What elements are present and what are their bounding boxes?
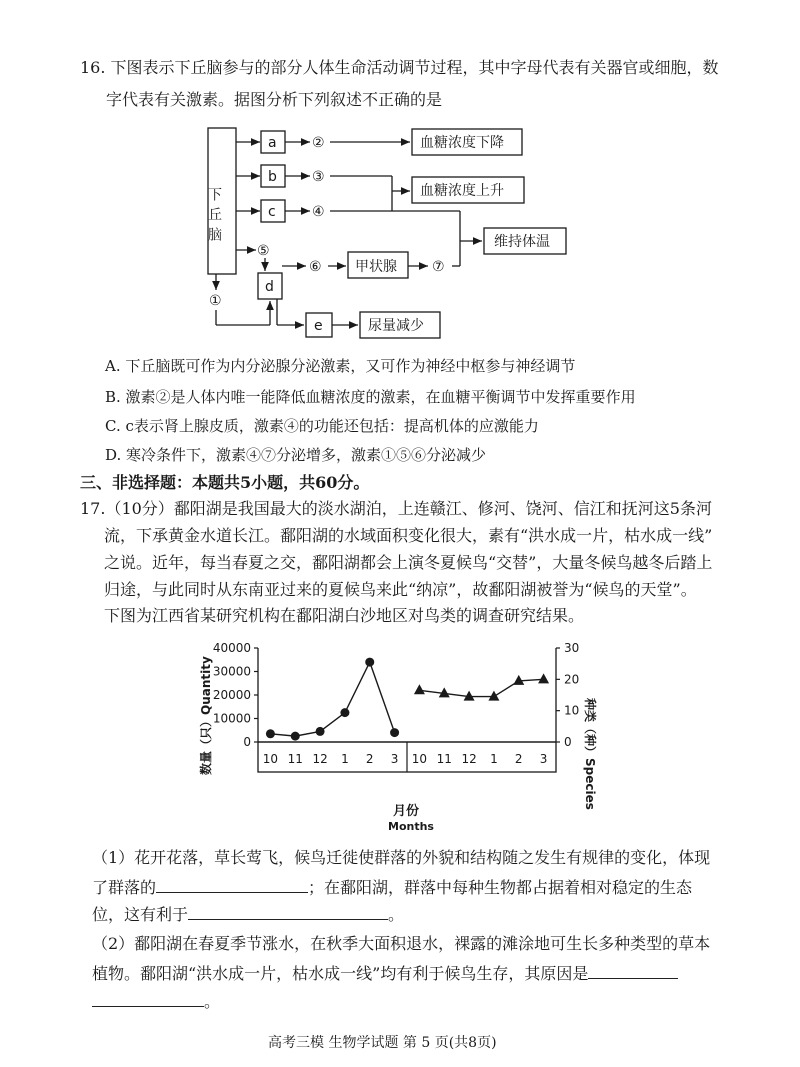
quantity-line — [270, 662, 394, 736]
quantity-point — [316, 727, 325, 736]
q17-sub1-line3 — [92, 903, 404, 927]
q16-stem-line1: 16. 下图表示下丘脑参与的部分人体生命活动调节过程，其中字母代表有关器官或细胞，数 — [80, 58, 719, 77]
q17-sub2-text-b: 植物。鄱阳湖“洪水成一片，枯水成一线”均有利于候鸟生存，其原因是 — [92, 964, 589, 983]
month-tick-label: 10 — [411, 752, 428, 766]
month-tick-label: 11 — [436, 752, 452, 766]
month-tick-label: 2 — [365, 752, 374, 766]
species-point — [488, 691, 499, 701]
month-tick-label: 12 — [461, 752, 477, 766]
chart-xlabel: 月份 — [393, 804, 420, 819]
species-point — [513, 675, 524, 685]
q17-sub2-line2 — [92, 962, 678, 986]
q16-option-c: C. c表示肾上腺皮质，激素④的功能还包括：提高机体的应激能力 — [105, 417, 539, 435]
hormone-2: ② — [312, 135, 325, 151]
urine-label: 尿量减少 — [368, 318, 424, 334]
temp-label: 维持体温 — [494, 234, 550, 250]
right-tick-label: 30 — [564, 641, 580, 655]
quantity-point — [266, 729, 275, 738]
species-line — [419, 679, 543, 696]
quantity-point — [340, 708, 349, 717]
answer-blank-4[interactable] — [92, 992, 204, 1007]
left-tick-label: 0 — [243, 735, 251, 749]
hormone-7: ⑦ — [432, 259, 445, 275]
hypothalamus-char1: 下丘脑 — [206, 187, 222, 247]
chart-ylabel-right: 种类（种）Species — [583, 698, 597, 810]
left-tick-label: 20000 — [212, 688, 251, 702]
q16-option-a: A. 下丘脑既可作为内分泌腺分泌激素，又可作为神经中枢参与神经调节 — [105, 357, 576, 375]
hormone-4: ④ — [312, 204, 325, 220]
answer-blank-2[interactable] — [188, 905, 388, 920]
hormone-3: ③ — [312, 169, 325, 185]
left-tick-label: 30000 — [212, 664, 251, 679]
box-e-label: e — [314, 318, 323, 334]
quantity-point — [365, 658, 374, 667]
page-footer: 高考三模 生物学试题 第 5 页(共8页) — [268, 1035, 497, 1051]
month-tick-label: 12 — [312, 752, 328, 766]
q17-sub2-line1: （2）鄱阳湖在春夏季节涨水，在秋季大面积退水，裸露的滩涂地可生长多种类型的草本 — [92, 934, 711, 953]
thyroid-label: 甲状腺 — [355, 259, 397, 275]
answer-blank-3[interactable] — [588, 964, 678, 979]
right-tick-label: 20 — [564, 672, 580, 687]
month-tick-label: 3 — [539, 752, 548, 766]
q17-sub1-text-b: 了群落的 — [92, 878, 157, 897]
q17-line4: 归途，与此同时从东南亚过来的夏候鸟来此“纳凉”，故鄱阳湖被誉为“候鸟的天堂”。 — [104, 580, 697, 599]
right-tick-label: 0 — [564, 735, 572, 749]
month-tick-label: 11 — [287, 752, 303, 766]
q16-option-d: D. 寒冷条件下，激素④⑦分泌增多，激素①⑤⑥分泌减少 — [105, 446, 487, 464]
box-d-label: d — [265, 279, 274, 295]
sugar-down-label: 血糖浓度下降 — [420, 135, 504, 151]
q16-option-b: B. 激素②是人体内唯一能降低血糖浓度的激素，在血糖平衡调节中发挥重要作用 — [105, 388, 636, 406]
q16-stem-line2: 字代表有关激素。据图分析下列叙述不正确的是 — [106, 90, 443, 109]
sugar-up-label: 血糖浓度上升 — [420, 183, 504, 199]
chart-xlabel-en: Months — [388, 820, 434, 833]
box-b-label: b — [268, 169, 277, 185]
q17-sub1-text-d: 位，这有利于 — [92, 905, 189, 924]
month-tick-label: 1 — [490, 752, 498, 766]
section-heading: 三、非选择题：本题共5小题，共60分。 — [80, 473, 370, 492]
hormone-6: ⑥ — [309, 259, 322, 275]
quantity-point — [291, 732, 300, 741]
box-a-label: a — [268, 135, 277, 151]
hormone-5: ⑤ — [257, 243, 270, 259]
q17-line3: 之说。近年，每当春夏之交，鄱阳湖都会上演冬夏候鸟“交替”，大量冬候鸟越冬后踏上 — [104, 553, 713, 572]
left-tick-label: 40000 — [212, 641, 251, 655]
q17-sub1-text-e: 。 — [388, 905, 405, 924]
hormone-1: ① — [209, 293, 222, 309]
box-c-label: c — [268, 204, 276, 220]
month-tick-label: 2 — [514, 752, 523, 766]
answer-blank-1[interactable] — [156, 878, 308, 893]
q17-line1: 17.（10分）鄱阳湖是我国最大的淡水湖泊，上连赣江、修河、饶河、信江和抚河这5条河 — [80, 499, 712, 518]
month-tick-label: 3 — [390, 752, 399, 766]
right-tick-label: 10 — [564, 703, 580, 718]
species-point — [538, 673, 549, 683]
q17-sub1-line2 — [92, 876, 692, 900]
q17-line5: 下图为江西省某研究机构在鄱阳湖白沙地区对鸟类的调查研究结果。 — [104, 606, 585, 625]
q17-sub2-text-c: 。 — [204, 992, 221, 1011]
q17-sub2-line3 — [92, 990, 220, 1014]
month-tick-label: 10 — [262, 752, 279, 766]
q17-sub1-line1: （1）花开花落，草长莺飞，候鸟迁徙使群落的外貌和结构随之发生有规律的变化，体现 — [92, 848, 711, 867]
q17-line2: 流，下承黄金水道长江。鄱阳湖的水域面积变化很大，素有“洪水成一片，枯水成一线” — [104, 526, 713, 545]
quantity-point — [390, 728, 399, 737]
q17-sub1-text-c: ；在鄱阳湖，群落中每种生物都占据着相对稳定的生态 — [308, 878, 693, 897]
species-point — [414, 684, 425, 694]
left-tick-label: 10000 — [212, 711, 251, 726]
chart-ylabel-left: 数量（只）Quantity — [199, 656, 213, 775]
month-tick-label: 1 — [341, 752, 349, 766]
